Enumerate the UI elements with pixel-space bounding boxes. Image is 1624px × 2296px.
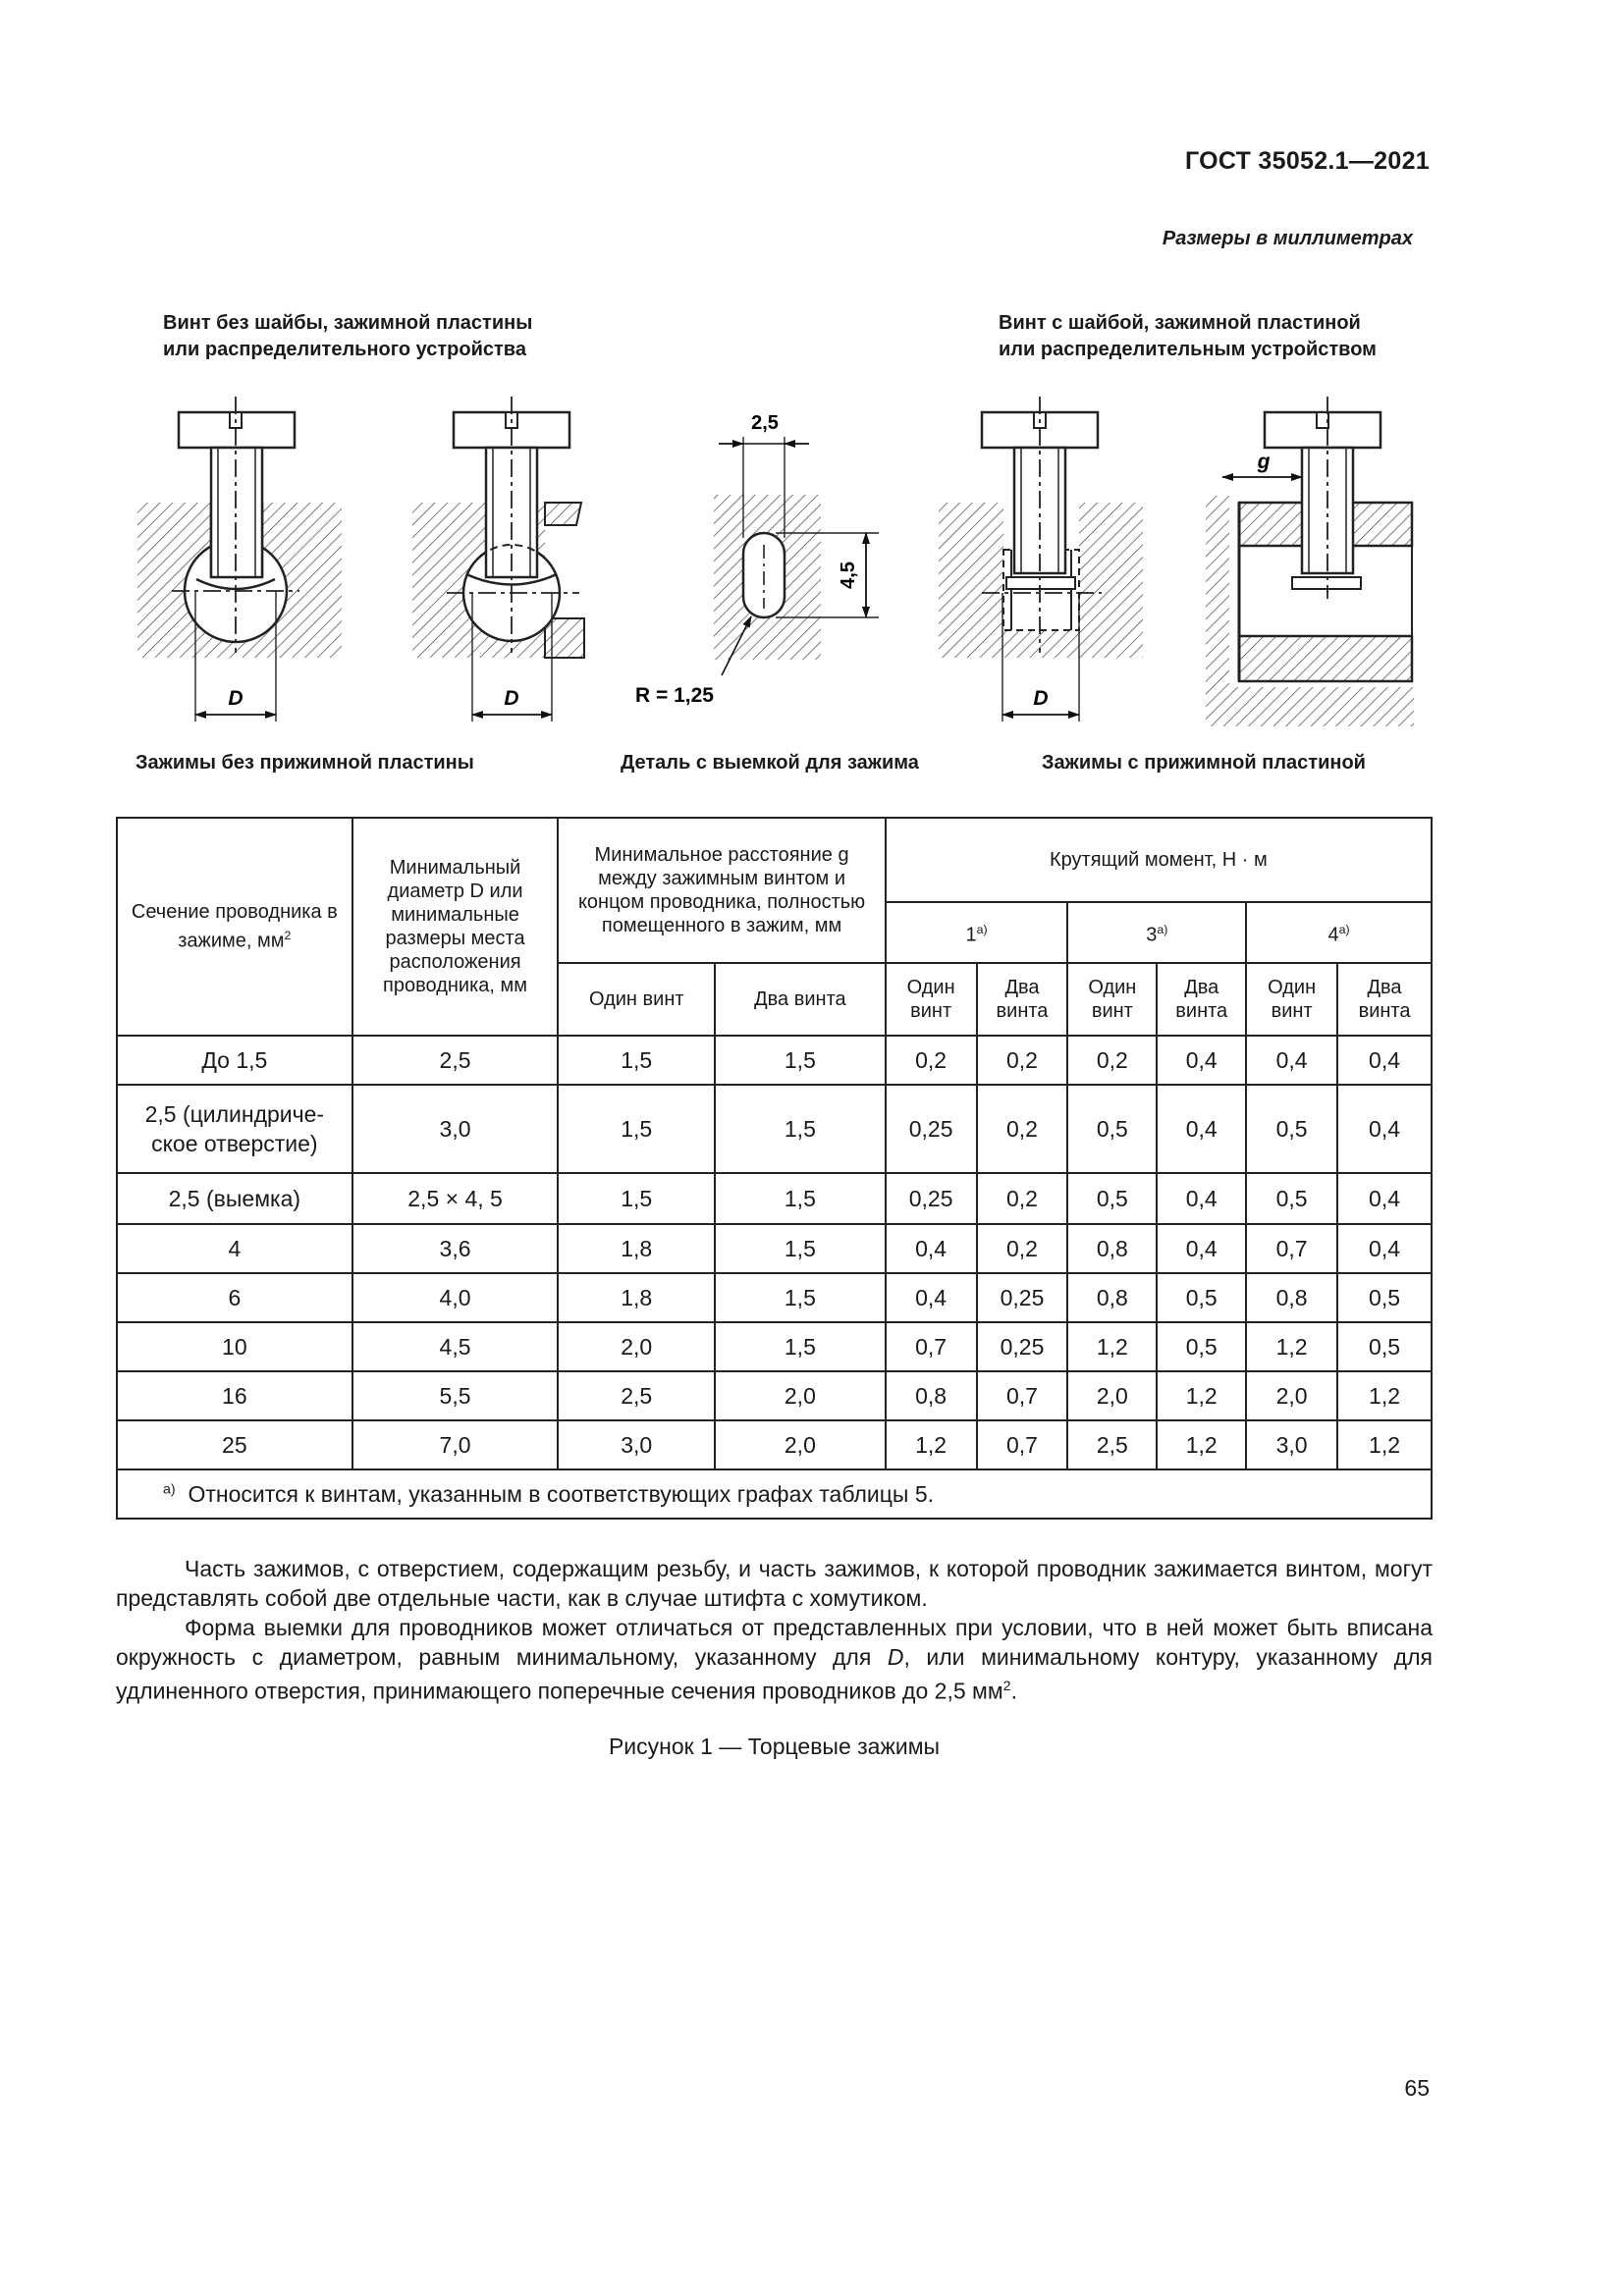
caption-left: Зажимы без прижимной пластины — [135, 752, 474, 774]
table-row — [117, 1036, 1432, 1085]
table-row — [117, 1322, 1432, 1371]
table-cell: 0,25 — [886, 1085, 977, 1173]
table-row — [117, 1224, 1432, 1273]
table-cell: 0,4 — [1157, 1036, 1246, 1085]
table-cell: 10 — [117, 1322, 352, 1371]
table-cell: 1,8 — [558, 1273, 715, 1322]
table-cell: 16 — [117, 1371, 352, 1420]
dim-D-label-1: D — [228, 687, 244, 710]
header-t3-two-screws: Два винта — [1157, 963, 1246, 1036]
body-text — [116, 1554, 1433, 1706]
table-cell: 1,2 — [1246, 1322, 1337, 1371]
detail-height-label: 4,5 — [838, 561, 859, 589]
figure-caption: Рисунок 1 — Торцевые зажимы — [608, 1734, 941, 1759]
torque-table — [116, 817, 1433, 1520]
table-cell: 0,7 — [1246, 1224, 1337, 1273]
table-row — [117, 1371, 1432, 1420]
table-cell: 1,5 — [715, 1085, 886, 1173]
page-number: 65 — [1404, 2075, 1430, 2101]
table-cell: 0,5 — [1067, 1173, 1157, 1224]
table-cell: 7,0 — [352, 1420, 559, 1469]
table-cell: 0,7 — [886, 1322, 977, 1371]
table-cell: 0,4 — [1157, 1173, 1246, 1224]
header-torque-group-1: $1^{а)}$ — [886, 902, 1068, 963]
terminal-2-no-plate — [412, 397, 584, 721]
table-cell: 0,8 — [1067, 1224, 1157, 1273]
table-cell: 3,0 — [558, 1420, 715, 1469]
table-cell: 2,0 — [558, 1322, 715, 1371]
table-cell: 0,5 — [1157, 1273, 1246, 1322]
table-cell: 0,8 — [886, 1371, 977, 1420]
figure-left-title-line1: Винт без шайбы, зажимной пластины — [163, 312, 533, 334]
header-min-distance-g: Минимальное расстояние g между зажимным винтом и концом проводника, полностью помещенного в зажим, мм — [558, 818, 885, 963]
table-cell: 2,0 — [1246, 1371, 1337, 1420]
table-cell: 0,2 — [886, 1036, 977, 1085]
header-g-two-screws: Два винта — [715, 963, 886, 1036]
table-cell: 1,2 — [1067, 1322, 1157, 1371]
table-body — [117, 1036, 1432, 1469]
units-note: Размеры в миллиметрах — [1162, 228, 1413, 249]
table-cell: 0,7 — [977, 1371, 1068, 1420]
table-cell: 0,4 — [886, 1273, 977, 1322]
table-cell: 0,5 — [1067, 1085, 1157, 1173]
table-cell: 1,2 — [1337, 1420, 1432, 1469]
header-cross-section: Сечение проводника в зажиме, $мм^2$ — [117, 818, 352, 1036]
table-cell: 1,5 — [715, 1273, 886, 1322]
table-cell: 0,4 — [1157, 1224, 1246, 1273]
table-cell: 2,5 (цилиндриче-ское отверстие) — [117, 1085, 352, 1173]
terminal-3-with-plate — [939, 397, 1143, 721]
table-cell: 0,2 — [977, 1173, 1068, 1224]
table-cell: 0,5 — [1246, 1173, 1337, 1224]
table-cell: 0,5 — [1157, 1322, 1246, 1371]
table-cell: 0,4 — [1337, 1085, 1432, 1173]
paragraph-1: Часть зажимов, с отверстием, содержащим резьбу, и часть зажимов, к которой проводник зажимается винтом, могут представлять собой две отдельные части, как в случае штифта с хомутиком. — [116, 1556, 1433, 1611]
table-cell: 0,4 — [1157, 1085, 1246, 1173]
caption-center: Деталь с выемкой для зажима — [621, 752, 919, 774]
table-cell: 0,2 — [977, 1036, 1068, 1085]
table-cell: 0,2 — [1067, 1036, 1157, 1085]
table-cell: 0,2 — [977, 1085, 1068, 1173]
table-cell: 1,2 — [886, 1420, 977, 1469]
table-cell: 2,5 — [1067, 1420, 1157, 1469]
table-cell: 2,0 — [715, 1420, 886, 1469]
table-cell: 0,5 — [1246, 1085, 1337, 1173]
table-cell: 25 — [117, 1420, 352, 1469]
table-cell: 1,5 — [715, 1322, 886, 1371]
table-cell: 0,2 — [977, 1224, 1068, 1273]
table-cell: 0,4 — [886, 1224, 977, 1273]
table-cell: 1,5 — [715, 1036, 886, 1085]
table-cell: 2,5 (выемка) — [117, 1173, 352, 1224]
table-row — [117, 1273, 1432, 1322]
table-cell: 0,7 — [977, 1420, 1068, 1469]
header-g-one-screw: Один винт — [558, 963, 715, 1036]
table-cell: 0,25 — [886, 1173, 977, 1224]
table-cell: 0,4 — [1246, 1036, 1337, 1085]
table-cell: 1,2 — [1337, 1371, 1432, 1420]
table-cell: До 1,5 — [117, 1036, 352, 1085]
terminal-4-with-plate — [1206, 397, 1414, 726]
table-cell: 1,5 — [558, 1085, 715, 1173]
table-cell: 4 — [117, 1224, 352, 1273]
table-cell: 0,4 — [1337, 1224, 1432, 1273]
table-cell: 2,0 — [1067, 1371, 1157, 1420]
header-t4-one-screw: Один винт — [1246, 963, 1337, 1036]
table-cell: 0,8 — [1067, 1273, 1157, 1322]
header-t3-one-screw: Один винт — [1067, 963, 1157, 1036]
table-cell: 2,0 — [715, 1371, 886, 1420]
terminal-1-no-plate — [137, 397, 342, 721]
header-torque-group-3: $3^{а)}$ — [1067, 902, 1246, 963]
table-row — [117, 1173, 1432, 1224]
table-cell: 1,8 — [558, 1224, 715, 1273]
table-cell: 4,0 — [352, 1273, 559, 1322]
table-cell: 0,5 — [1337, 1273, 1432, 1322]
table-cell: 0,25 — [977, 1273, 1068, 1322]
header-torque-group-4: $4^{а)}$ — [1246, 902, 1432, 963]
header-torque: Крутящий момент, Н · м — [886, 818, 1432, 902]
table-cell: 0,4 — [1337, 1036, 1432, 1085]
caption-right: Зажимы с прижимной пластиной — [1042, 752, 1366, 774]
table-cell: 2,5 × 4, 5 — [352, 1173, 559, 1224]
figure-right-title-line2: или распределительным устройством — [999, 339, 1377, 360]
table-cell: 1,2 — [1157, 1420, 1246, 1469]
table-cell: 0,5 — [1337, 1322, 1432, 1371]
figure-right-title-line1: Винт с шайбой, зажимной пластиной — [999, 312, 1361, 334]
table-cell: 2,5 — [352, 1036, 559, 1085]
table-cell: 1,5 — [715, 1224, 886, 1273]
table-cell: 0,4 — [1337, 1173, 1432, 1224]
slot-detail — [635, 412, 879, 707]
table-cell: 0,25 — [977, 1322, 1068, 1371]
table-cell: 2,5 — [558, 1371, 715, 1420]
table-cell: 1,5 — [558, 1036, 715, 1085]
detail-radius-label: R = 1,25 — [635, 684, 714, 707]
header-min-diameter: Минимальный диаметр D или минимальные размеры места расположения проводника, мм — [352, 818, 559, 1036]
header-t1-one-screw: Один винт — [886, 963, 977, 1036]
header-t4-two-screws: Два винта — [1337, 963, 1432, 1036]
table-cell: 4,5 — [352, 1322, 559, 1371]
figure-left-title-line2: или распределительного устройства — [163, 339, 526, 360]
table-cell: 6 — [117, 1273, 352, 1322]
table-row — [117, 1420, 1432, 1469]
table-cell: 0,8 — [1246, 1273, 1337, 1322]
table-cell: 3,0 — [352, 1085, 559, 1173]
document-code: ГОСТ 35052.1—2021 — [1184, 147, 1430, 175]
table-cell: 1,5 — [558, 1173, 715, 1224]
paragraph-2: Форма выемки для проводников может отличаться от представленных при условии, что в ней может быть вписана окружность с диаметром, равным минимальному, указанному для D, или минимальному контуру, указанному для удлиненного отверстия, принимающего поперечные сечения проводников до 2,5 $мм^2$. — [116, 1615, 1433, 1704]
table-cell: 1,2 — [1157, 1371, 1246, 1420]
dim-D-label-2: D — [504, 687, 519, 710]
terminal-drawing — [0, 0, 1624, 785]
detail-width-label: 2,5 — [751, 412, 779, 434]
table-footnote: $^{а)}$ Относится к винтам, указанным в соответствующих графах таблицы 5. — [117, 1469, 1432, 1519]
table-row — [117, 1085, 1432, 1173]
table-cell: 3,0 — [1246, 1420, 1337, 1469]
dim-D-label-3: D — [1033, 687, 1049, 710]
table-cell: 3,6 — [352, 1224, 559, 1273]
header-t1-two-screws: Два винта — [977, 963, 1068, 1036]
table-cell: 1,5 — [715, 1173, 886, 1224]
dim-g-label: g — [1257, 451, 1271, 473]
table-cell: 5,5 — [352, 1371, 559, 1420]
